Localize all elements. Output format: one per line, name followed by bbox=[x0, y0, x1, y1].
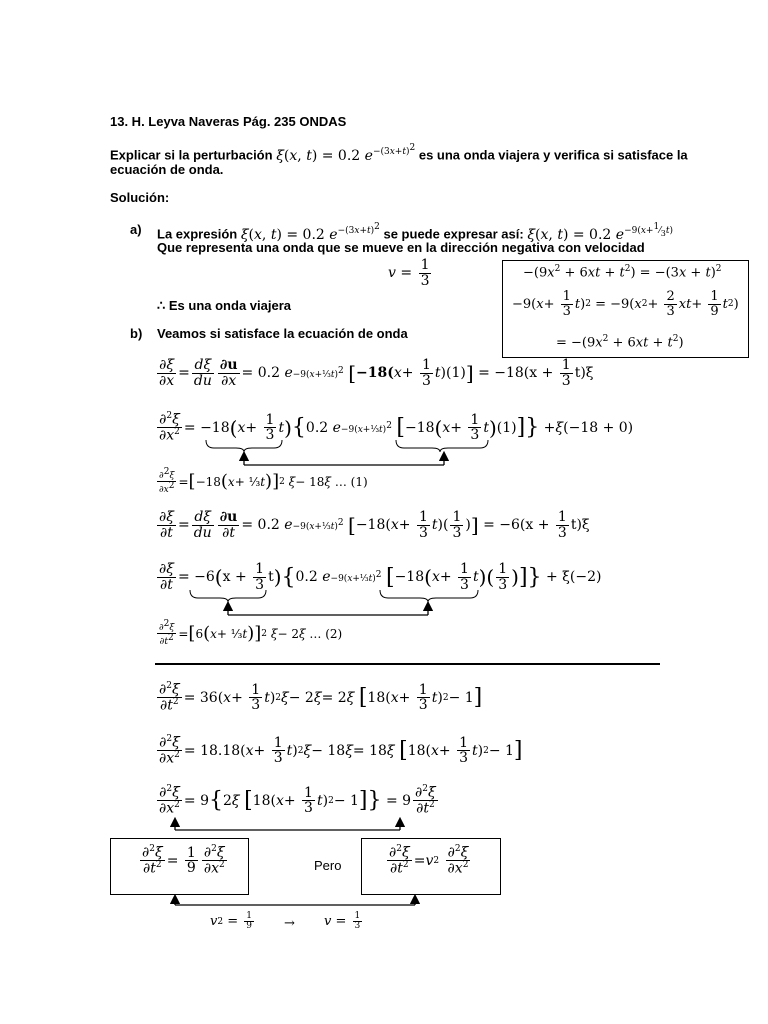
velocity-expression: v = $\frac{1}{3}$ bbox=[388, 257, 430, 289]
problem-statement-line1: Explicar si la perturbación ξ(x, t) = 0.2 $e^{-(3x+t)^2}$ es una onda viajera y verifica si satisface la bbox=[110, 143, 688, 164]
bottom-v-squared: v 2 = $\frac{1}{9}$ bbox=[210, 911, 252, 932]
equation-d2xi-dx2-expanded: $\frac{\partial^2\xi}{\partial x^2}$ = −18 ( x + $\frac{1}{3}$ t ) { 0.2 e −9(x+⅓t)$^2$ [ −18 ( x + $\frac{1}{3}$ t ) (1) ] } + ξ (−18 + 0) bbox=[159, 411, 634, 444]
identity-line1: $-(9x^2 + 6xt + t^2) = -(3x + t)^2$ bbox=[523, 264, 722, 281]
problem-expression: ξ(x, t) = 0.2 $e^{-(3x+t)^2}$ bbox=[276, 143, 416, 164]
equation-tag-1: … (1) bbox=[334, 474, 368, 489]
equation-dxi-dt-expanded: $\frac{\partial\xi}{\partial t}$ = −6 ( x + $\frac{1}{3}$ t ) { 0.2 e −9(x+⅓t)$^2$ [ −18 ( x + $\frac{1}{3}$ t ) ( $\frac{1}{3}$ ) ] } + ξ(−2) bbox=[159, 561, 602, 593]
problem-statement-line2: ecuación de onda. bbox=[110, 162, 224, 177]
equation-dxi-dt: $\frac{\partial\xi}{\partial t}$ = $\frac{d\xi}{du}$ $\frac{\partial u}{\partial t}$ = 0.2 e −9(x+⅓t)$^2$ [ −18( x + $\frac{1}{3}$ t )( $\frac{1}{3}$ ) ] = −6(x + $\frac{1}{3}$ t)ξ bbox=[159, 509, 590, 541]
pero-label: Pero bbox=[314, 858, 342, 873]
equation-d2xi-dt2-factored: $\frac{\partial^2\xi}{\partial t^2}$ = 36( x + $\frac{1}{3}$ t ) 2 ξ − 2 ξ = 2 ξ [ 18( x + $\frac{1}{3}$ t ) 2 − 1 ] bbox=[159, 681, 483, 714]
page-title: 13. H. Leyva Naveras Pág. 235 ONDAS bbox=[110, 114, 347, 129]
part-b-marker: b) bbox=[130, 326, 143, 341]
identity-line3: = $-(9x^2 + 6xt + t^2)$ bbox=[556, 334, 684, 351]
equation-tag-2: … (2) bbox=[309, 626, 343, 641]
part-a-line2: Que representa una onda que se mueve en la dirección negativa con velocidad bbox=[157, 240, 645, 255]
equation-wave-relation: $\frac{\partial^2\xi}{\partial x^2}$ = 9 { 2 ξ [ 18( x + $\frac{1}{3}$ t ) 2 − 1 ] } = 9 $\frac{\partial^2\xi}{\partial t^2}$ bbox=[159, 784, 436, 817]
part-b-line: Veamos si satisface la ecuación de onda bbox=[157, 326, 408, 341]
equation-d2xi-dx2-factored: $\frac{\partial^2\xi}{\partial x^2}$ = 18.18( x + $\frac{1}{3}$ t ) 2 ξ − 18 ξ = 18 ξ [ 18( x + $\frac{1}{3}$ t ) 2 − 1 ] bbox=[159, 734, 523, 767]
equation-dxi-dx: $\frac{\partial\xi}{\partial x}$ = $\frac{d\xi}{du}$ $\frac{\partial u}{\partial x}$ = 0.2 e −9(x+⅓t)$^2$ [ −18( x + $\frac{1}{3}$ t )(1) ] = −18(x + $\frac{1}{3}$ t)ξ bbox=[159, 357, 594, 389]
bottom-velocity: v = $\frac{1}{3}$ bbox=[324, 911, 361, 932]
part-a-marker: a) bbox=[130, 222, 142, 237]
result-left-equation: $\frac{\partial^2\xi}{\partial t^2}$ = $\frac{1}{9}$ $\frac{\partial^2\xi}{\partial x^2}$ bbox=[142, 844, 225, 877]
equation-d2xi-dx2-result: $\frac{\partial^2\xi}{\partial x^2}$ = [ −18 ( x + ⅓ t ) ] 2 ξ − 18 ξ … (1) bbox=[159, 467, 368, 496]
solution-label: Solución: bbox=[110, 190, 170, 205]
equation-d2xi-dt2-result: $\frac{\partial^2\xi}{\partial t^2}$ = [ 6 ( x + ⅓ t ) ] 2 ξ − 2 ξ … (2) bbox=[159, 619, 343, 648]
result-right-equation: $\frac{\partial^2\xi}{\partial t^2}$ = v 2 $\frac{\partial^2\xi}{\partial x^2}$ bbox=[389, 844, 469, 877]
part-a-line1: La expresión ξ(x, t) = 0.2 $e^{-(3x+t)^2}$ se puede expresar así: ξ(x, t) = 0.2 $e^{-9(x+^1⁄_3t)}$ bbox=[157, 222, 673, 243]
identity-line2: −9( x + $\frac{1}{3}$ t ) 2 = −9( x 2 + $\frac{2}{3}$ xt + $\frac{1}{9}$ t 2 ) bbox=[512, 289, 739, 319]
traveling-wave-conclusion: ∴ Es una onda viajera bbox=[157, 298, 291, 313]
implies-arrow: → bbox=[284, 916, 295, 931]
